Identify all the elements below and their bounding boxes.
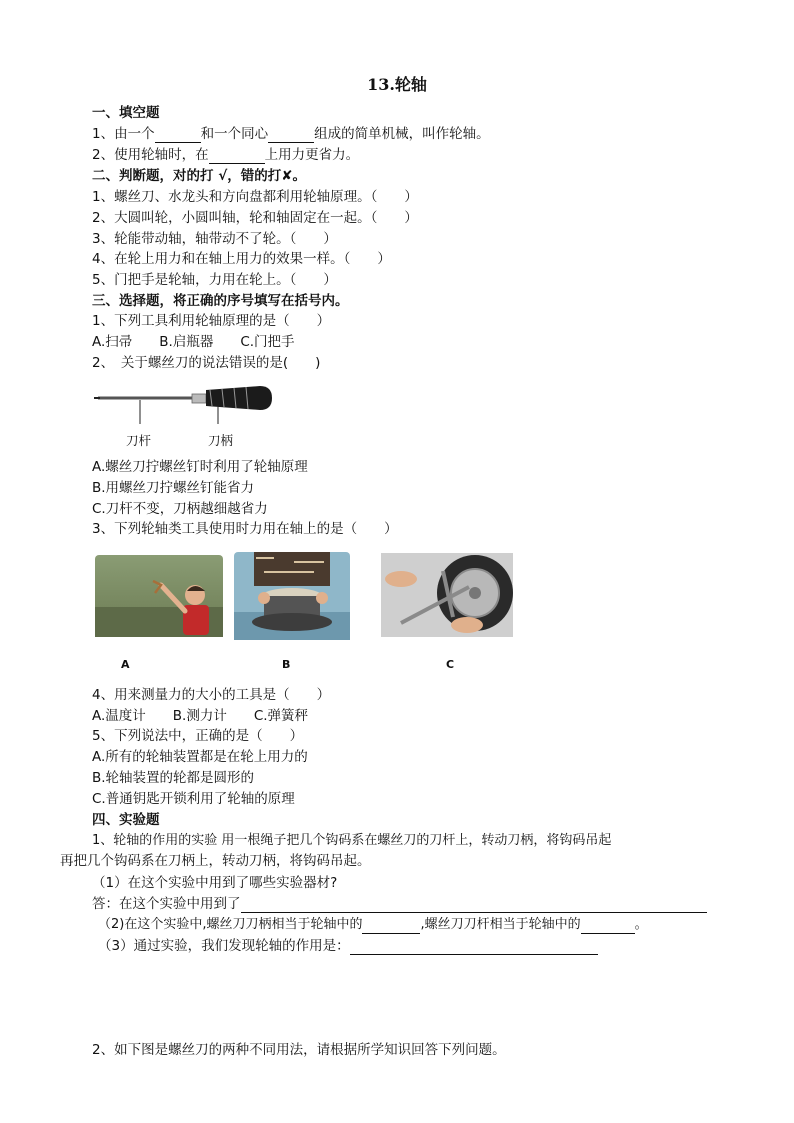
answer-prompt: 答：在这个实验中用到了 (92, 896, 241, 912)
choice-question-3: 3、下列轮轴类工具使用时力用在轴上的是（ ） (92, 521, 398, 537)
section-4-heading: 四、实验题 (92, 812, 160, 828)
answer-blank[interactable] (209, 149, 265, 164)
choice-option: C.普通钥匙开锁利用了轮轴的原理 (92, 791, 295, 807)
screwdriver-figure (92, 376, 282, 426)
part-2-text-c: 。 (634, 917, 648, 932)
section-3-heading: 三、选择题，将正确的序号填写在括号内。 (92, 293, 349, 309)
section-2-heading: 二、判断题，对的打 √，错的打✘。 (92, 168, 307, 184)
fill-question-2 (92, 146, 359, 164)
part-3-text: （3）通过实验，我们发现轮轴的作用是： (98, 938, 350, 954)
choice-question-5: 5、下列说法中，正确的是（ ） (92, 728, 304, 744)
shaft-label: 刀杆 (126, 433, 152, 448)
handle-label: 刀柄 (208, 433, 234, 448)
experiment-1-text-cont: 再把几个钩码系在刀柄上，转动刀柄，将钩码吊起。 (60, 853, 371, 869)
photo-c-tire-wrench (381, 553, 513, 637)
choice-options-4: A.温度计 B.测力计 C.弹簧秤 (92, 708, 309, 724)
photo-label-a: A (121, 658, 130, 671)
answer-blank[interactable] (268, 128, 314, 143)
choice-option: A.螺丝刀拧螺丝钉时利用了轮轴原理 (92, 459, 308, 475)
part-2-text-a: （2)在这个实验中,螺丝刀刀柄相当于轮轴中的 (98, 917, 363, 932)
answer-blank[interactable] (350, 940, 598, 955)
photo-b-grinder (234, 552, 350, 640)
choice-question-1: 1、下列工具利用轮轴原理的是（ ） (92, 313, 331, 329)
experiment-1-text: 1、轮轴的作用的实验 用一根绳子把几个钩码系在螺丝刀的刀杆上，转动刀柄，将钩码吊起 (92, 833, 612, 848)
q2-text-a: 2、使用轮轴时，在 (92, 147, 209, 163)
photo-a-child-slingshot (95, 555, 223, 637)
page-title: 13.轮轴 (367, 75, 427, 94)
q1-text-a: 1、由一个 (92, 126, 155, 142)
photo-label-b: B (282, 658, 291, 671)
judge-item: 5、门把手是轮轴，力用在轮上。（ ） (92, 272, 337, 288)
experiment-2-text: 2、如下图是螺丝刀的两种不同用法，请根据所学知识回答下列问题。 (92, 1042, 506, 1058)
part-2-text-b: ,螺丝刀刀杆相当于轮轴中的 (420, 917, 581, 932)
experiment-part-3 (98, 937, 598, 955)
choice-question-4: 4、用来测量力的大小的工具是（ ） (92, 687, 331, 703)
photo-label-c: C (446, 658, 455, 671)
q1-text-b: 和一个同心 (200, 126, 269, 142)
section-1-heading: 一、填空题 (92, 105, 160, 121)
judge-item: 2、大圆叫轮，小圆叫轴，轮和轴固定在一起。（ ） (92, 210, 418, 226)
fill-question-1 (92, 125, 490, 143)
q1-text-c: 组成的简单机械，叫作轮轴。 (314, 126, 490, 142)
choice-option: B.轮轴装置的轮都是圆形的 (92, 770, 255, 786)
answer-blank[interactable] (155, 128, 201, 143)
answer-blank[interactable] (241, 898, 707, 913)
choice-question-2: 2、 关于螺丝刀的说法错误的是( ) (92, 355, 321, 371)
experiment-part-1: （1）在这个实验中用到了哪些实验器材? (92, 875, 338, 891)
judge-item: 3、轮能带动轴，轴带动不了轮。（ ） (92, 231, 337, 247)
answer-blank[interactable] (362, 919, 420, 934)
judge-item: 1、螺丝刀、水龙头和方向盘都利用轮轴原理。（ ） (92, 189, 418, 205)
judge-item: 4、在轮上用力和在轴上用力的效果一样。（ ） (92, 251, 391, 267)
choice-option: C.刀杆不变，刀柄越细越省力 (92, 501, 268, 517)
experiment-part-2 (98, 916, 648, 934)
choice-option: B.用螺丝刀拧螺丝钉能省力 (92, 480, 255, 496)
q2-text-b: 上用力更省力。 (264, 147, 360, 163)
choice-option: A.所有的轮轴装置都是在轮上用力的 (92, 749, 308, 765)
choice-options-1: A.扫帚 B.启瓶器 C.门把手 (92, 334, 295, 350)
answer-blank[interactable] (581, 919, 635, 934)
experiment-answer-line (92, 895, 707, 913)
